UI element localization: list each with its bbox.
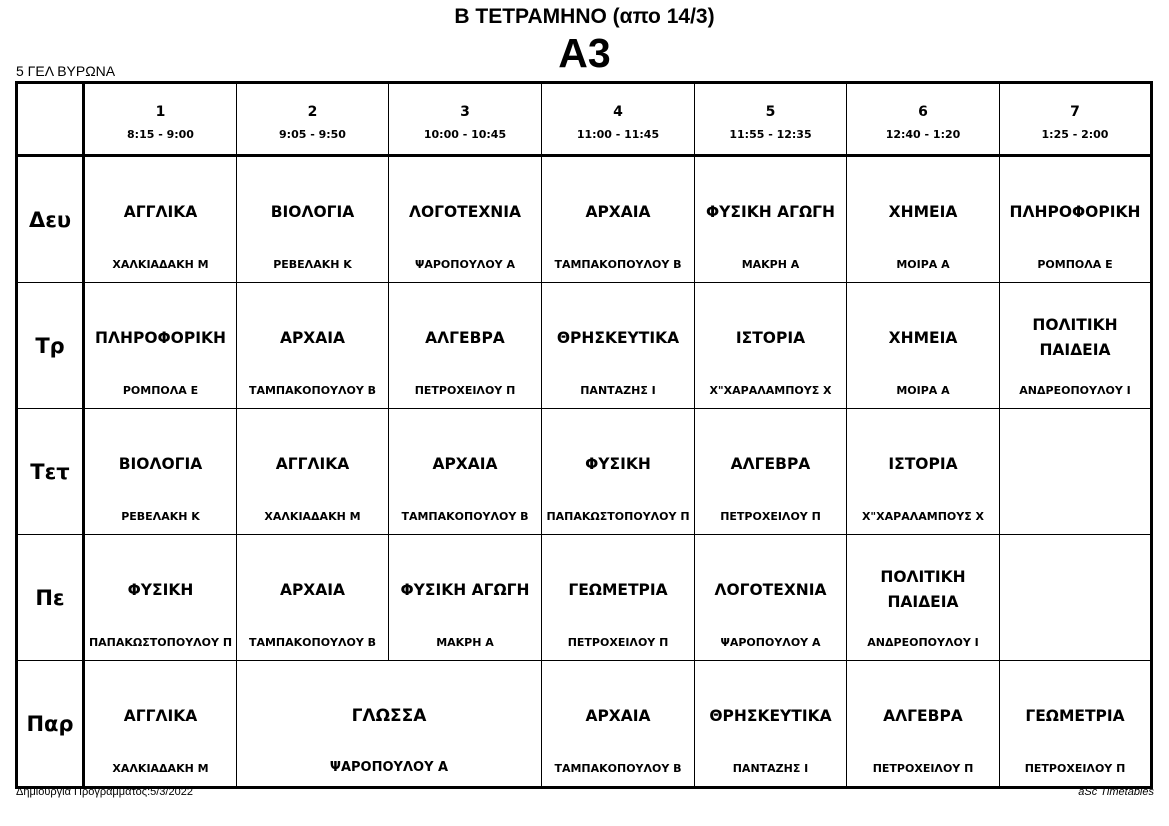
day-row <box>17 283 1152 409</box>
lesson-teacher: ΠΑΠΑΚΩΣΤΟΠΟΥΛΟΥ Π <box>546 510 690 523</box>
lesson-cell <box>389 156 542 283</box>
lesson-cell <box>695 409 847 535</box>
lesson-cell <box>847 535 1000 661</box>
lesson-teacher: ΠΑΝΤΑΖΗΣ Ι <box>580 384 656 397</box>
lesson-subject: ΛΟΓΟΤΕΧΝΙΑ <box>408 202 522 221</box>
creation-date: Δημιουργία Προγράμματος:5/3/2022 <box>16 786 193 798</box>
lesson-cell <box>389 409 542 535</box>
lesson-teacher: ΜΑΚΡΗ Α <box>436 636 494 649</box>
lesson-cell <box>1000 283 1152 409</box>
lesson-subject: ΑΡΧΑΙΑ <box>585 202 651 221</box>
lesson-teacher: ΤΑΜΠΑΚΟΠΟΥΛΟΥ Β <box>401 510 529 523</box>
lesson-subject: ΑΡΧΑΙΑ <box>432 454 498 473</box>
lesson-subject: ΠΛΗΡΟΦΟΡΙΚΗ <box>95 328 226 347</box>
lesson-teacher: ΤΑΜΠΑΚΟΠΟΥΛΟΥ Β <box>554 762 682 775</box>
lesson-teacher: Χ"ΧΑΡΑΛΑΜΠΟΥΣ Χ <box>709 384 832 397</box>
lesson-cell <box>847 661 1000 788</box>
lesson-subject: ΒΙΟΛΟΓΙΑ <box>270 202 355 221</box>
lesson-cell <box>847 409 1000 535</box>
period-number: 3 <box>460 103 470 120</box>
empty-cell <box>1000 409 1152 535</box>
lesson-subject: ΒΙΟΛΟΓΙΑ <box>118 454 203 473</box>
lesson-subject: ΙΣΤΟΡΙΑ <box>888 454 958 473</box>
lesson-subject: ΓΕΩΜΕΤΡΙΑ <box>1025 706 1125 725</box>
lesson-teacher: ΜΑΚΡΗ Α <box>741 258 800 271</box>
period-number: 7 <box>1070 103 1080 120</box>
period-time: 8:15 - 9:00 <box>127 127 194 141</box>
lesson-subject: ΠΛΗΡΟΦΟΡΙΚΗ <box>1009 202 1141 221</box>
lesson-subject: ΘΡΗΣΚΕΥΤΙΚΑ <box>709 706 832 725</box>
lesson-cell <box>237 283 389 409</box>
lesson-subject: ΧΗΜΕΙΑ <box>888 328 958 347</box>
period-header <box>695 83 847 156</box>
lesson-subject: ΑΡΧΑΙΑ <box>279 580 346 599</box>
lesson-teacher: ΨΑΡΟΠΟΥΛΟΥ Α <box>720 636 821 649</box>
timetable <box>15 81 1153 789</box>
lesson-subject: ΠΟΛΙΤΙΚΗ ΠΑΙΔΕΙΑ <box>880 568 966 611</box>
lesson-cell-double <box>237 661 542 788</box>
day-label: Παρ <box>17 661 84 788</box>
class-name: Α3 <box>558 30 611 76</box>
lesson-teacher: ΤΑΜΠΑΚΟΠΟΥΛΟΥ Β <box>554 258 682 271</box>
period-header <box>847 83 1000 156</box>
lesson-cell <box>84 535 237 661</box>
lesson-teacher: ΠΕΤΡΟΧΕΙΛΟΥ Π <box>720 510 821 523</box>
lesson-teacher: ΤΑΜΠΑΚΟΠΟΥΛΟΥ Β <box>248 636 377 649</box>
lesson-teacher: ΠΑΝΤΑΖΗΣ Ι <box>732 762 809 775</box>
day-label: Τρ <box>17 283 84 409</box>
lesson-cell <box>695 661 847 788</box>
lesson-subject: ΦΥΣΙΚΗ <box>127 580 194 599</box>
lesson-subject: ΛΟΓΟΤΕΧΝΙΑ <box>714 580 827 599</box>
lesson-cell <box>237 156 389 283</box>
lesson-subject: ΘΡΗΣΚΕΥΤΙΚΑ <box>556 328 680 347</box>
lesson-cell <box>542 661 695 788</box>
lesson-cell <box>1000 156 1152 283</box>
period-header <box>1000 83 1152 156</box>
lesson-subject <box>1000 535 1150 645</box>
lesson-cell <box>237 409 389 535</box>
period-time: 12:40 - 1:20 <box>885 127 961 141</box>
lesson-teacher: ΠΕΤΡΟΧΕΙΛΟΥ Π <box>414 384 516 397</box>
lesson-teacher: ΨΑΡΟΠΟΥΛΟΥ Α <box>329 760 449 775</box>
lesson-cell <box>847 283 1000 409</box>
day-label: Πε <box>17 535 84 661</box>
lesson-teacher: ΜΟΙΡΑ Α <box>896 258 950 271</box>
lesson-teacher: ΑΝΔΡΕΟΠΟΥΛΟΥ Ι <box>867 636 979 649</box>
lesson-subject: ΑΓΓΛΙΚΑ <box>123 706 198 725</box>
lesson-teacher: ΧΑΛΚΙΑΔΑΚΗ Μ <box>264 510 361 523</box>
day-row <box>17 156 1152 283</box>
lesson-subject: ΦΥΣΙΚΗ <box>585 454 651 473</box>
lesson-teacher: ΡΕΒΕΛΑΚΗ Κ <box>121 510 200 523</box>
lesson-cell <box>542 535 695 661</box>
lesson-teacher: ΠΕΤΡΟΧΕΙΛΟΥ Π <box>1024 762 1126 775</box>
period-number: 5 <box>765 103 776 120</box>
period-number: 2 <box>307 103 318 120</box>
lesson-subject: ΦΥΣΙΚΗ ΑΓΩΓΗ <box>705 202 836 221</box>
period-time: 1:25 - 2:00 <box>1041 127 1109 141</box>
lesson-cell <box>847 156 1000 283</box>
corner-cell <box>17 83 84 156</box>
period-time: 11:55 - 12:35 <box>729 127 812 141</box>
lesson-subject: ΦΥΣΙΚΗ ΑΓΩΓΗ <box>400 580 530 599</box>
lesson-teacher: ΠΑΠΑΚΩΣΤΟΠΟΥΛΟΥ Π <box>88 636 233 649</box>
lesson-subject: ΧΗΜΕΙΑ <box>888 202 958 221</box>
period-time: 9:05 - 9:50 <box>279 127 346 141</box>
lesson-teacher: ΠΕΤΡΟΧΕΙΛΟΥ Π <box>872 762 974 775</box>
lesson-cell <box>542 156 695 283</box>
period-header <box>542 83 695 156</box>
lesson-teacher: Χ"ΧΑΡΑΛΑΜΠΟΥΣ Χ <box>861 510 985 523</box>
empty-cell <box>1000 535 1152 661</box>
lesson-cell <box>389 283 542 409</box>
lesson-teacher: ΤΑΜΠΑΚΟΠΟΥΛΟΥ Β <box>248 384 377 397</box>
lesson-subject: ΑΡΧΑΙΑ <box>585 706 651 725</box>
day-label: Δευ <box>17 156 84 283</box>
lesson-cell <box>542 409 695 535</box>
page-title: Β ΤΕΤΡΑΜΗΝΟ (απο 14/3) <box>454 5 715 28</box>
day-row <box>17 661 1152 788</box>
lesson-subject: ΑΛΓΕΒΡΑ <box>730 454 811 473</box>
lesson-subject: ΑΛΓΕΒΡΑ <box>883 706 963 725</box>
lesson-subject: ΓΕΩΜΕΤΡΙΑ <box>568 580 668 599</box>
lesson-cell <box>389 535 542 661</box>
generator-credit: aSc Timetables <box>1078 786 1154 798</box>
lesson-cell <box>84 156 237 283</box>
lesson-subject: ΑΓΓΛΙΚΑ <box>123 202 198 221</box>
lesson-cell <box>695 283 847 409</box>
lesson-teacher: ΨΑΡΟΠΟΥΛΟΥ Α <box>415 258 515 271</box>
lesson-subject: ΙΣΤΟΡΙΑ <box>735 328 806 347</box>
lesson-teacher: ΡΕΒΕΛΑΚΗ Κ <box>273 258 352 271</box>
lesson-cell <box>84 283 237 409</box>
period-time: 11:00 - 11:45 <box>576 127 660 141</box>
period-header-row <box>17 83 1152 156</box>
school-name: 5 ΓΕΛ ΒΥΡΩΝΑ <box>16 63 116 79</box>
lesson-cell <box>695 156 847 283</box>
lesson-cell <box>695 535 847 661</box>
lesson-cell <box>84 409 237 535</box>
period-number: 4 <box>613 103 623 120</box>
lesson-teacher: ΧΑΛΚΙΑΔΑΚΗ Μ <box>112 258 209 271</box>
period-header <box>389 83 542 156</box>
lesson-teacher: ΠΕΤΡΟΧΕΙΛΟΥ Π <box>567 636 669 649</box>
lesson-teacher: ΧΑΛΚΙΑΔΑΚΗ Μ <box>112 762 209 775</box>
day-label: Τετ <box>17 409 84 535</box>
lesson-teacher: ΡΟΜΠΟΛΑ Ε <box>1037 258 1113 271</box>
lesson-teacher: ΜΟΙΡΑ Α <box>896 384 950 397</box>
period-header <box>84 83 237 156</box>
period-header <box>237 83 389 156</box>
lesson-cell <box>84 661 237 788</box>
period-number: 1 <box>155 103 166 120</box>
lesson-cell <box>237 535 389 661</box>
lesson-cell <box>1000 661 1152 788</box>
period-time: 10:00 - 10:45 <box>423 127 507 141</box>
day-row <box>17 535 1152 661</box>
lesson-teacher: ΑΝΔΡΕΟΠΟΥΛΟΥ Ι <box>1019 384 1131 397</box>
lesson-subject: ΑΛΓΕΒΡΑ <box>425 328 505 347</box>
period-number: 6 <box>918 103 928 120</box>
day-row <box>17 409 1152 535</box>
lesson-subject <box>1000 409 1150 519</box>
lesson-cell <box>542 283 695 409</box>
lesson-subject: ΑΓΓΛΙΚΑ <box>275 454 350 473</box>
lesson-teacher: ΡΟΜΠΟΛΑ Ε <box>122 384 199 397</box>
lesson-subject: ΠΟΛΙΤΙΚΗ ΠΑΙΔΕΙΑ <box>1032 316 1118 359</box>
lesson-subject: ΑΡΧΑΙΑ <box>279 328 346 347</box>
lesson-subject: ΓΛΩΣΣΑ <box>351 705 427 726</box>
